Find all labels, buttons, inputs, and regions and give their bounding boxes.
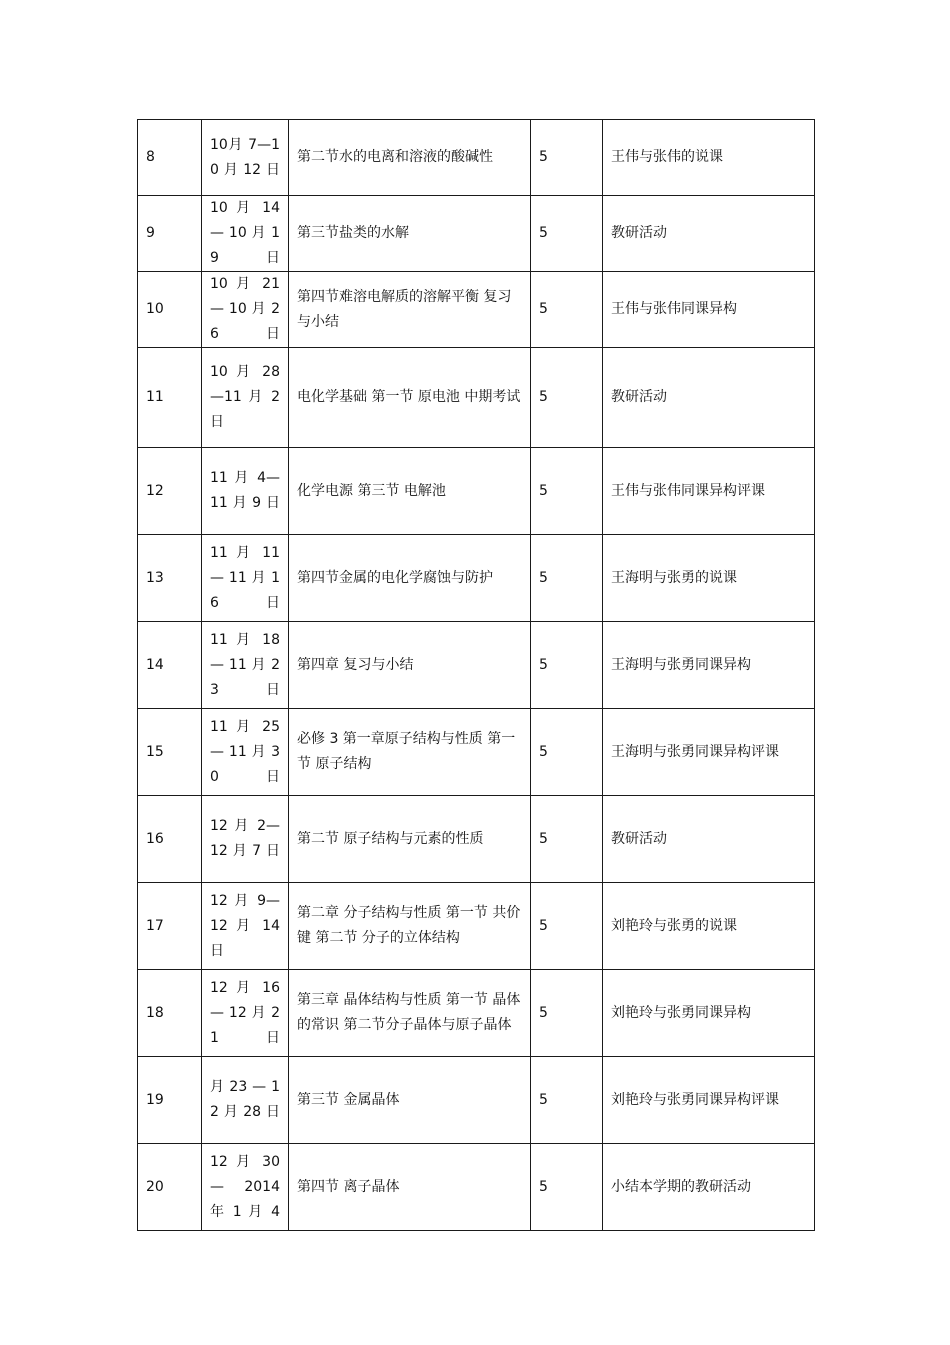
content-cell: 第四节 离子晶体 — [289, 1144, 531, 1231]
hours-cell: 5 — [531, 883, 603, 970]
content-cell: 第四节难溶电解质的溶解平衡 复习与小结 — [289, 272, 531, 348]
activity-cell: 教研活动 — [603, 796, 815, 883]
date-cell: 10 月 28 —11 月 2 日 — [202, 348, 289, 448]
hours-cell: 5 — [531, 120, 603, 196]
activity-cell: 刘艳玲与张勇的说课 — [603, 883, 815, 970]
date-cell: 12 月 30 — 2014 年 1 月 4 — [202, 1144, 289, 1231]
hours-cell: 5 — [531, 709, 603, 796]
table-row — [138, 120, 815, 196]
table-row — [138, 970, 815, 1057]
content-cell: 第二章 分子结构与性质 第一节 共价键 第二节 分子的立体结构 — [289, 883, 531, 970]
date-cell: 12 月 2—12 月 7 日 — [202, 796, 289, 883]
week-cell: 13 — [138, 535, 202, 622]
hours-cell: 5 — [531, 348, 603, 448]
week-cell: 8 — [138, 120, 202, 196]
table-row — [138, 448, 815, 535]
table-row — [138, 535, 815, 622]
date-cell: 11 月 18 — 11 月 23日 — [202, 622, 289, 709]
content-cell: 电化学基础 第一节 原电池 中期考试 — [289, 348, 531, 448]
table-row — [138, 709, 815, 796]
week-cell: 16 — [138, 796, 202, 883]
content-cell: 化学电源 第三节 电解池 — [289, 448, 531, 535]
date-cell: 10 月 14 — 10 月 19日 — [202, 196, 289, 272]
date-cell: 12 月 16 — 12 月 21日 — [202, 970, 289, 1057]
table-row — [138, 1057, 815, 1144]
week-cell: 10 — [138, 272, 202, 348]
activity-cell: 小结本学期的教研活动 — [603, 1144, 815, 1231]
week-cell: 9 — [138, 196, 202, 272]
hours-cell: 5 — [531, 622, 603, 709]
activity-cell: 教研活动 — [603, 196, 815, 272]
date-cell: 11 月 4—11 月 9 日 — [202, 448, 289, 535]
hours-cell: 5 — [531, 196, 603, 272]
content-cell: 第四节金属的电化学腐蚀与防护 — [289, 535, 531, 622]
activity-cell: 刘艳玲与张勇同课异构评课 — [603, 1057, 815, 1144]
table-row — [138, 272, 815, 348]
date-cell: 10月 7—10 月 12 日 — [202, 120, 289, 196]
hours-cell: 5 — [531, 272, 603, 348]
schedule-table — [137, 119, 815, 1231]
activity-cell: 教研活动 — [603, 348, 815, 448]
activity-cell: 王伟与张伟的说课 — [603, 120, 815, 196]
hours-cell: 5 — [531, 535, 603, 622]
table-row — [138, 348, 815, 448]
date-cell: 11 月 25 — 11 月 30日 — [202, 709, 289, 796]
date-cell: 10 月 21 — 10 月 26日 — [202, 272, 289, 348]
content-cell: 第三章 晶体结构与性质 第一节 晶体的常识 第二节分子晶体与原子晶体 — [289, 970, 531, 1057]
activity-cell: 王伟与张伟同课异构评课 — [603, 448, 815, 535]
table-row — [138, 796, 815, 883]
hours-cell: 5 — [531, 448, 603, 535]
week-cell: 12 — [138, 448, 202, 535]
content-cell: 第二节 原子结构与元素的性质 — [289, 796, 531, 883]
activity-cell: 王海明与张勇同课异构 — [603, 622, 815, 709]
week-cell: 17 — [138, 883, 202, 970]
content-cell: 第二节水的电离和溶液的酸碱性 — [289, 120, 531, 196]
hours-cell: 5 — [531, 796, 603, 883]
activity-cell: 王伟与张伟同课异构 — [603, 272, 815, 348]
table-row — [138, 1144, 815, 1231]
week-cell: 19 — [138, 1057, 202, 1144]
week-cell: 11 — [138, 348, 202, 448]
week-cell: 18 — [138, 970, 202, 1057]
table-row — [138, 196, 815, 272]
week-cell: 15 — [138, 709, 202, 796]
activity-cell: 王海明与张勇同课异构评课 — [603, 709, 815, 796]
date-cell: 11 月 11 — 11 月 16日 — [202, 535, 289, 622]
hours-cell: 5 — [531, 1144, 603, 1231]
week-cell: 14 — [138, 622, 202, 709]
hours-cell: 5 — [531, 1057, 603, 1144]
content-cell: 必修 3 第一章原子结构与性质 第一节 原子结构 — [289, 709, 531, 796]
content-cell: 第四章 复习与小结 — [289, 622, 531, 709]
hours-cell: 5 — [531, 970, 603, 1057]
table-row — [138, 883, 815, 970]
activity-cell: 刘艳玲与张勇同课异构 — [603, 970, 815, 1057]
content-cell: 第三节盐类的水解 — [289, 196, 531, 272]
week-cell: 20 — [138, 1144, 202, 1231]
table-row — [138, 622, 815, 709]
date-cell: 月 23 — 12 月 28 日 — [202, 1057, 289, 1144]
date-cell: 12 月 9—12 月 14 日 — [202, 883, 289, 970]
content-cell: 第三节 金属晶体 — [289, 1057, 531, 1144]
activity-cell: 王海明与张勇的说课 — [603, 535, 815, 622]
